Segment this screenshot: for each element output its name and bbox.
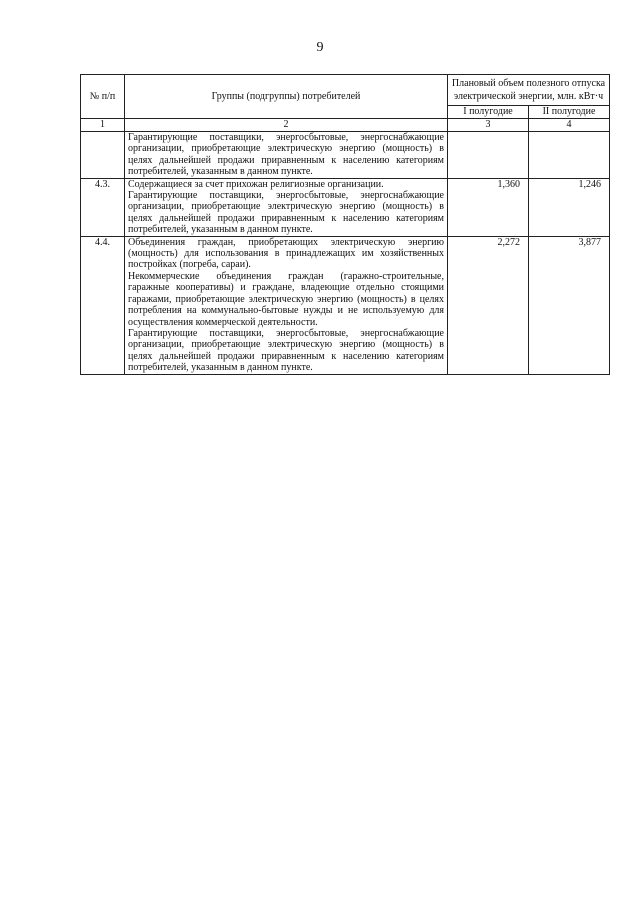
- page-number: 9: [316, 40, 324, 55]
- row-description: [125, 132, 448, 179]
- table-row: [81, 236, 610, 374]
- header-volume: Плановый объем полезного отпуска электрической энергии, млн. кВт·ч: [448, 75, 610, 106]
- header-half1: I полугодие: [448, 106, 529, 119]
- row-half2-value: 1,246: [529, 178, 610, 236]
- consumer-volume-table: [80, 74, 610, 375]
- row-number: 4.3.: [81, 178, 125, 236]
- column-index: 3: [448, 119, 529, 132]
- header-num: № п/п: [81, 75, 125, 119]
- row-half2-value: 3,877: [529, 236, 610, 374]
- column-index: 2: [125, 119, 448, 132]
- row-half1-value: 2,272: [448, 236, 529, 374]
- row-description: [125, 236, 448, 374]
- column-index: 1: [81, 119, 125, 132]
- table-header-row: [81, 75, 610, 106]
- row-half1-value: [448, 132, 529, 179]
- column-index-row: [81, 119, 610, 132]
- row-half1-value: 1,360: [448, 178, 529, 236]
- row-number: 4.4.: [81, 236, 125, 374]
- row-paragraph: Гарантирующие поставщики, энергосбытовые, энергоснабжающие организации, приобретающие электрическую энергию (мощность) в целях дальнейшей продажи приравненным к населению категориям потребителей, указанным в данном пункте.: [128, 132, 444, 178]
- row-paragraph: Гарантирующие поставщики, энергосбытовые, энергоснабжающие организации, приобретающие электрическую энергию (мощность) в целях дальнейшей продажи приравненным к населению категориям потребителей, указанным в данном пункте.: [128, 190, 444, 236]
- column-index: 4: [529, 119, 610, 132]
- row-paragraph: Объединения граждан, приобретающих электрическую энергию (мощность) для использования в принадлежащих им хозяйственных постройках (погреба, сараи).: [128, 236, 444, 271]
- row-number: [81, 132, 125, 179]
- header-half2: II полугодие: [529, 106, 610, 119]
- row-half2-value: [529, 132, 610, 179]
- row-paragraph: Некоммерческие объединения граждан (гаражно-строительные, гаражные кооперативы) и граждане, владеющие отдельно стоящими гаражами, приобретающие электрическую энергию (мощность) в целях потребления на коммунально-бытовые нужды и не используемую для осуществления коммерческой деятельности.: [128, 270, 444, 328]
- row-paragraph: Содержащиеся за счет прихожан религиозные организации.: [128, 178, 384, 190]
- table-row: [81, 178, 610, 236]
- header-groups: Группы (подгруппы) потребителей: [125, 75, 448, 119]
- table-row: [81, 132, 610, 179]
- row-paragraph: Гарантирующие поставщики, энергосбытовые, энергоснабжающие организации, приобретающие электрическую энергию (мощность) в целях дальнейшей продажи приравненным к населению категориям потребителей, указанным в данном пункте.: [128, 327, 444, 374]
- row-description: [125, 178, 448, 236]
